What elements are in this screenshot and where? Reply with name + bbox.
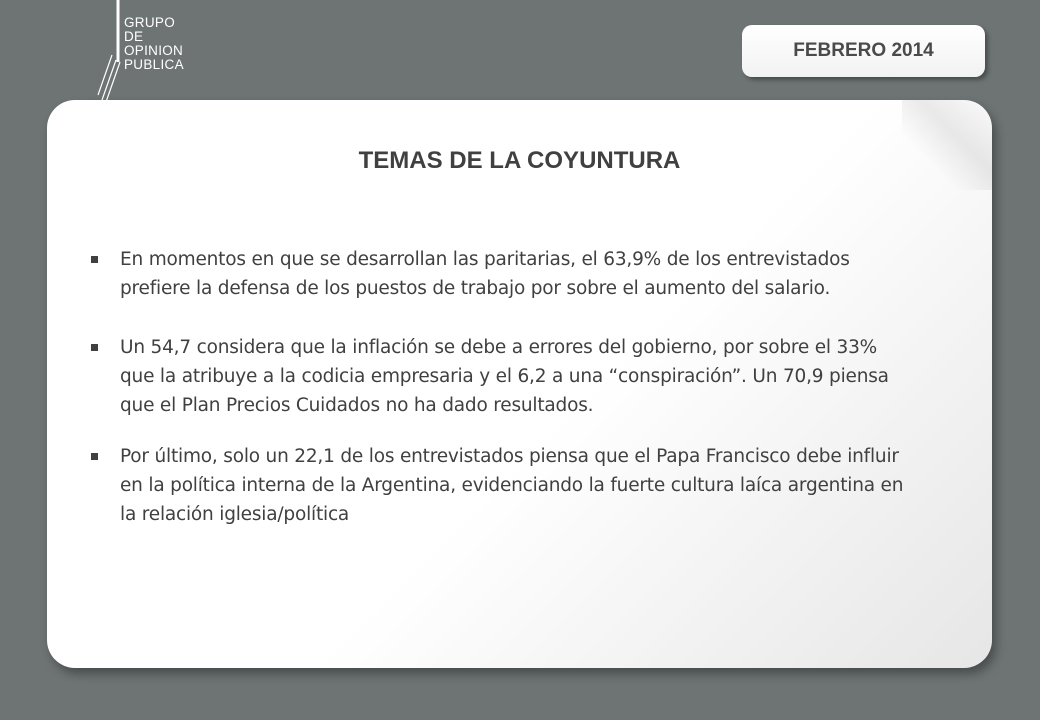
square-bullet-icon [91,256,98,263]
card-title: TEMAS DE LA COYUNTURA [358,147,681,174]
bullet-text: En momentos en que se desarrollan las paritarias, el 63,9% de los entrevistados prefiere la defensa de los puestos de trabajo por sobre el aumento del salario. [120,249,850,299]
logo-line-1: GRUPO [124,15,176,30]
content-card [47,100,992,668]
page-curl-decoration [902,100,992,190]
square-bullet-icon [91,453,98,460]
logo-line-2: DE [124,29,144,44]
brand-logo [96,0,216,110]
bullet-item [91,442,911,529]
logo-text [124,16,184,72]
logo-line-3: OPINION [124,43,184,58]
bullet-item [91,245,911,303]
bullet-text: Por último, solo un 22,1 de los entrevistados piensa que el Papa Francisco debe influir en la política interna de la Argentina, evidenciando la fuerte cultura laíca argentina en la relación iglesia/política [120,446,904,525]
date-badge: FEBRERO 2014 [742,25,985,77]
square-bullet-icon [91,344,98,351]
logo-line-4: PUBLICA [124,57,184,72]
bullet-item [91,333,911,420]
bullet-list [91,245,911,529]
bullet-text: Un 54,7 considera que la inflación se debe a errores del gobierno, por sobre el 33% que la atribuye a la codicia empresaria y el 6,2 a una “conspiración”. Un 70,9 piensa que el Plan Precios Cuidados no ha dado resultados. [120,337,889,416]
